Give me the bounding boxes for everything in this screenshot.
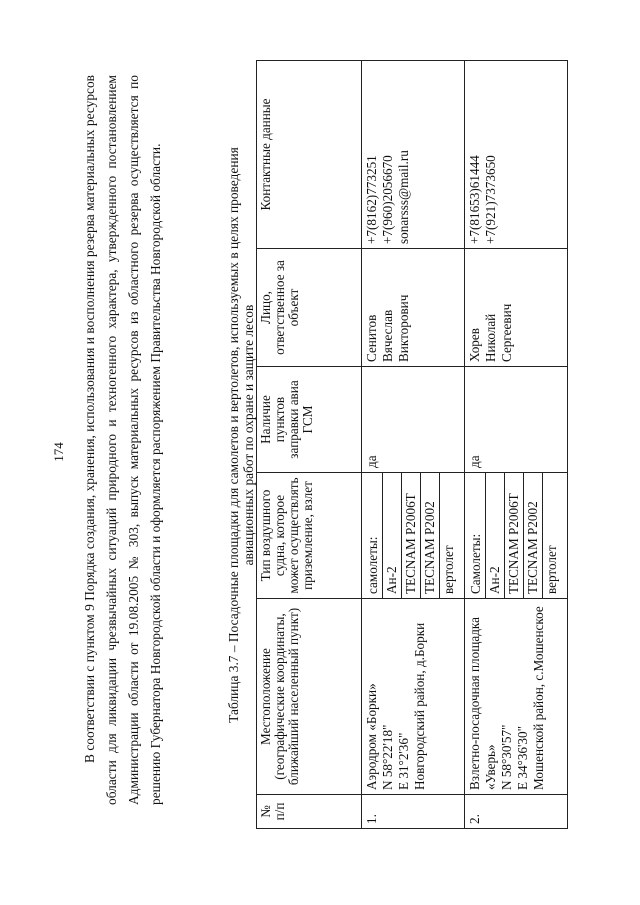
contact-email: sonarsss@mail.ru [396,150,411,244]
aircraft-line: самолеты: [364,473,383,598]
aircraft-line: Самолеты: [467,473,486,598]
contact-phone: +7(921)7373650 [483,155,498,244]
aircraft-line: TECNAM P2006T [402,473,421,598]
person-name: Вячеслав [380,309,395,362]
person-name: Николай [483,313,498,362]
body-paragraph: В соответствии с пунктом 9 Порядка создания, хранения, использования и восполнения резерва материальных ресурсов области для ликвидации чрезвычайных ситуаций природного и техногенного характера, утвержденного постановлением Администрации области от 19.08.2005 № 303, выпуск материальных ресурсов из областного резерва осуществляется по решению Губернатора Новгородской области и оформляется распоряжением Правительства Новгородской области. [82,75,164,805]
cell-number: 1. [362,795,465,829]
location-settlement: Новгородский район, д.Борки [412,622,427,790]
location-longitude: E 31°2'36" [396,732,411,790]
cell-contacts [465,61,568,249]
aircraft-line: TECNAM P2002 [421,473,440,598]
contact-phone: +7(81653)61444 [467,155,482,244]
aircraft-line: TECNAM P2006T [505,473,524,598]
location-name: Взлетно-посадочная площадка «Уверь» [467,617,498,790]
location-latitude: N 58°22'18" [380,724,395,790]
table-row [362,61,465,829]
header-contacts: Контактные данные [257,61,362,249]
person-surname: Хорев [467,328,482,362]
location-longitude: E 34°36'30" [515,726,530,790]
header-fuel: Наличие пунктов заправки авиа ГСМ [257,367,362,473]
person-surname: Сенитов [364,314,379,362]
header-responsible-person: Лицо, ответственное за объект [257,249,362,367]
person-patronymic: Сергеевич [499,303,514,362]
cell-location [465,599,568,795]
header-number: № п/п [257,795,362,829]
aircraft-line: вертолет [441,545,456,594]
header-aircraft-type: Тип воздушного судна, которое может осуществлять приземление, взлет [257,473,362,599]
aircraft-line: вертолет [544,545,559,594]
aircraft-line: Ан-2 [383,473,402,598]
cell-person [465,249,568,367]
cell-contacts [362,61,465,249]
aircraft-line: Ан-2 [486,473,505,598]
cell-fuel: да [465,367,568,473]
cell-location [362,599,465,795]
cell-person [362,249,465,367]
location-latitude: N 58°30'57" [499,724,514,790]
landing-sites-table [256,60,568,829]
cell-number: 2. [465,795,568,829]
cell-fuel: да [362,367,465,473]
contact-phone: +7(8162)773251 [364,155,379,244]
cell-aircraft [362,473,465,599]
header-location: Местоположение (географические координаты, ближайший населенный пункт) [257,599,362,795]
location-name: Аэродром «Борки» [364,683,379,790]
contact-phone: +7(960)2056670 [380,155,395,244]
table-row [465,61,568,829]
person-patronymic: Викторович [396,294,411,362]
table-header-row [257,61,362,829]
table-caption: Таблица 3.7 – Посадочные площадки для самолетов и вертолетов, используемых в целях проведения авиационных работ по охране и защите лесов [226,147,256,723]
page-number: 174 [51,442,66,462]
aircraft-line: TECNAM P2002 [524,473,543,598]
location-settlement: Мошенской район, с.Мошенское [531,606,546,790]
cell-aircraft [465,473,568,599]
